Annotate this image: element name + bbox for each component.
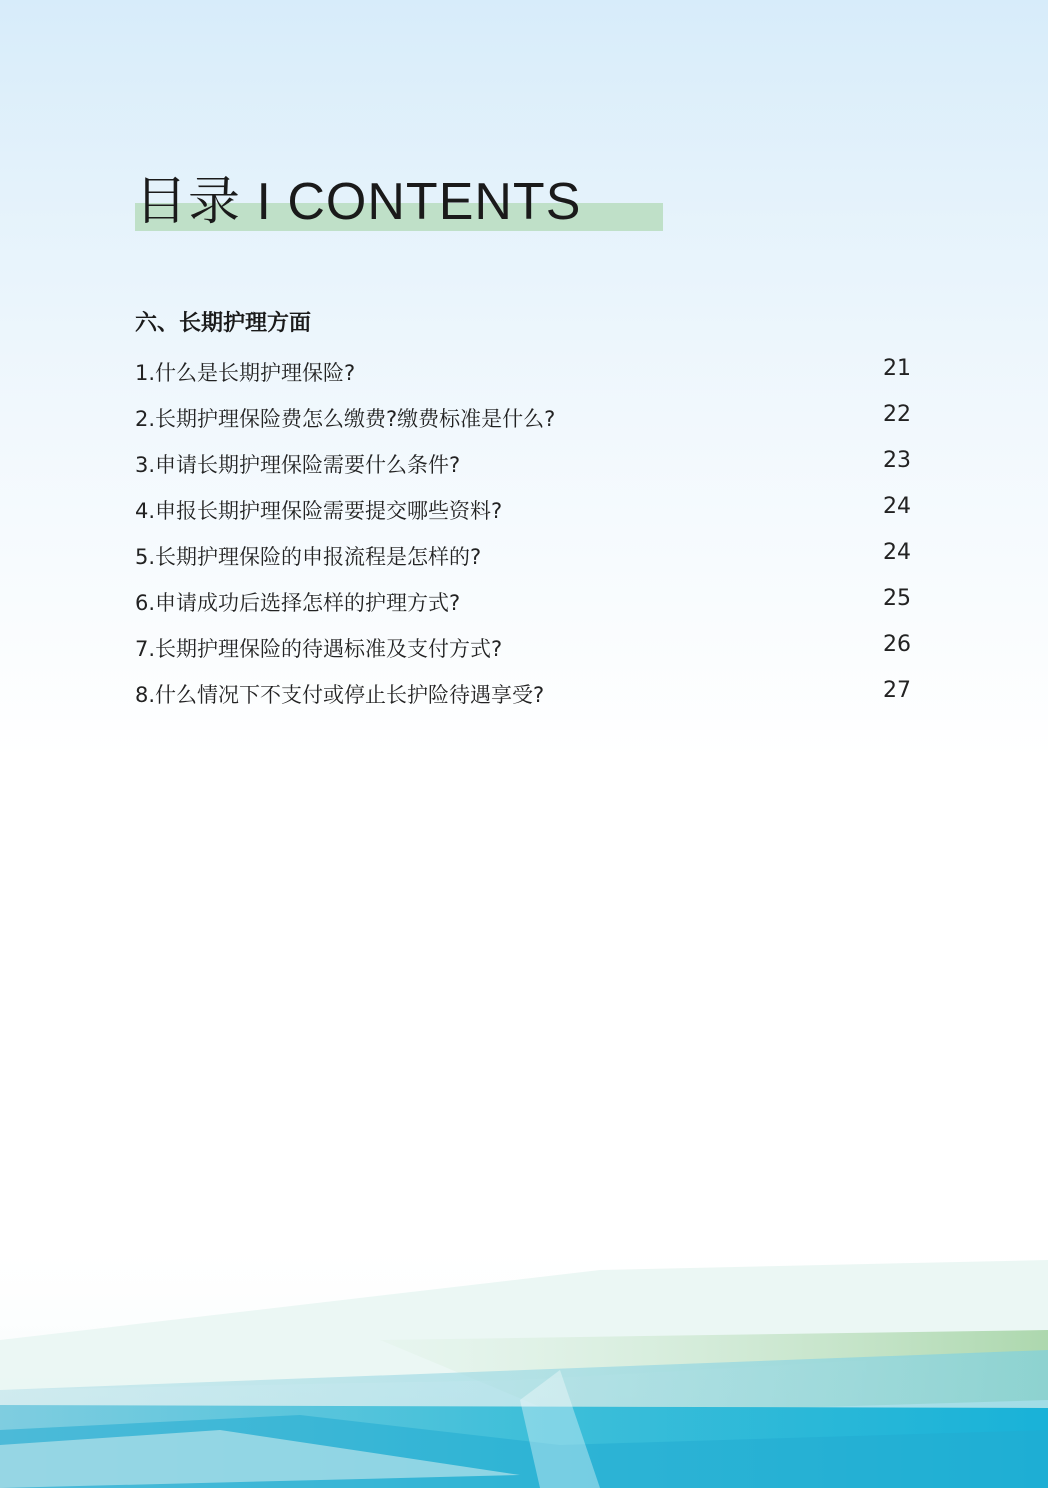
title-separator: I [256, 173, 272, 231]
toc-entry-page-number: 21 [883, 356, 911, 381]
contents-title [135, 170, 675, 240]
title-en: CONTENTS [287, 173, 582, 231]
toc-entry-page-number: 25 [883, 586, 911, 611]
toc-entry-label: 2.长期护理保险费怎么缴费?缴费标准是什么? [135, 407, 556, 431]
toc-entry-label: 4.申报长期护理保险需要提交哪些资料? [135, 499, 503, 523]
toc-entry-label: 1.什么是长期护理保险? [135, 361, 356, 385]
toc-entry-4[interactable] [135, 492, 915, 538]
title-cn: 目录 [135, 173, 242, 231]
toc-entry-6[interactable] [135, 584, 915, 630]
toc-entry-3[interactable] [135, 446, 915, 492]
table-of-contents [135, 354, 915, 722]
toc-entry-8[interactable] [135, 676, 915, 722]
toc-entry-7[interactable] [135, 630, 915, 676]
title-text [135, 170, 581, 234]
toc-entry-label: 5.长期护理保险的申报流程是怎样的? [135, 545, 482, 569]
toc-entry-page-number: 23 [883, 448, 911, 473]
toc-entry-page-number: 26 [883, 632, 911, 657]
toc-entry-label: 8.什么情况下不支付或停止长护险待遇享受? [135, 683, 545, 707]
toc-entry-5[interactable] [135, 538, 915, 584]
toc-entry-2[interactable] [135, 400, 915, 446]
toc-entry-page-number: 22 [883, 402, 911, 427]
toc-entry-1[interactable] [135, 354, 915, 400]
toc-entry-label: 7.长期护理保险的待遇标准及支付方式? [135, 637, 503, 661]
toc-entry-page-number: 27 [883, 678, 911, 703]
toc-entry-page-number: 24 [883, 540, 911, 565]
toc-entry-label: 6.申请成功后选择怎样的护理方式? [135, 591, 461, 615]
toc-entry-page-number: 24 [883, 494, 911, 519]
toc-entry-label: 3.申请长期护理保险需要什么条件? [135, 453, 461, 477]
section-heading: 六、长期护理方面 [135, 311, 312, 336]
bottom-wave-decoration [0, 1230, 1048, 1488]
